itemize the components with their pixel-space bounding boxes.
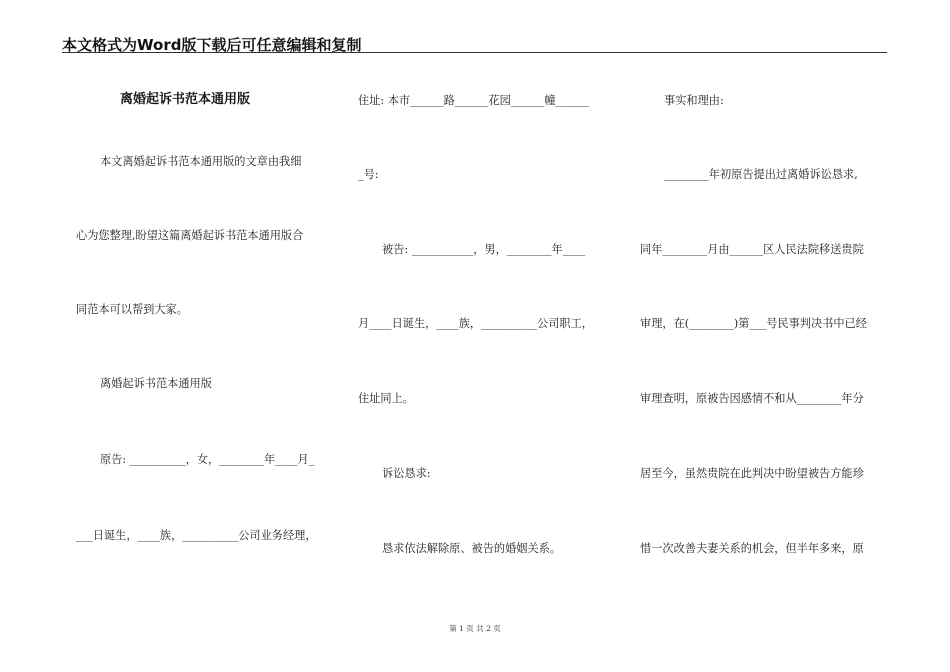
document-title: 离婚起诉书范本通用版 — [120, 92, 251, 107]
text-line: 被告: ___________，男，________年____ — [382, 243, 586, 256]
text-line: 恳求依法解除原、被告的婚姻关系。 — [382, 542, 562, 555]
text-line: 住址同上。 — [358, 392, 414, 405]
text-line: ___日诞生，____族，__________公司业务经理， — [76, 529, 317, 542]
text-line: ________年初原告提出过离婚诉讼恳求, — [664, 168, 858, 181]
text-line: _号: — [358, 168, 379, 181]
text-column-3 — [640, 0, 890, 620]
text-line: 惜一次改善夫妻关系的机会，但半年多来，原 — [640, 542, 864, 555]
text-column-2 — [358, 0, 618, 620]
text-line: 月____日诞生，____族，__________公司职工， — [358, 317, 593, 330]
text-line: 同范本可以帮到大家。 — [76, 303, 188, 316]
text-line: 心为您整理,盼望这篇离婚起诉书范本通用版合 — [76, 229, 304, 242]
text-line: 审理，在(________)第___号民事判决书中已经 — [640, 317, 867, 330]
section-heading: 离婚起诉书范本通用版 — [100, 377, 212, 390]
download-banner: 本文格式为Word版下载后可任意编辑和复制 — [62, 36, 362, 54]
text-line: 本文离婚起诉书范本通用版的文章由我细 — [100, 155, 302, 168]
text-line: 住址: 本市______路______花园______幢______ — [358, 94, 590, 107]
text-column-1 — [62, 0, 332, 620]
text-line: 审理查明，原被告因感情不和从________年分 — [640, 392, 864, 405]
text-line: 居至今，虽然贵院在此判决中盼望被告方能珍 — [640, 467, 864, 480]
section-heading: 诉讼恳求: — [382, 467, 431, 480]
text-line: 原告: __________，女，________年____月_ — [100, 453, 315, 466]
text-line: 同年________月由______区人民法院移送贵院 — [640, 243, 864, 256]
page-number: 第 1 页 共 2 页 — [449, 624, 501, 633]
section-heading: 事实和理由: — [664, 94, 724, 107]
